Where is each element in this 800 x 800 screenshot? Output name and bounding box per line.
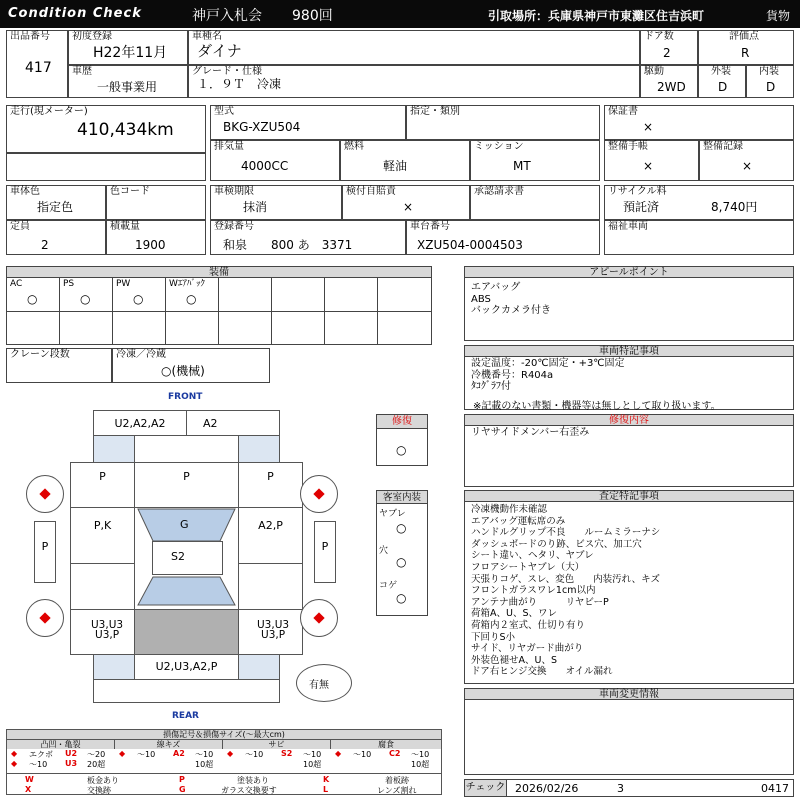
spec-cell (406, 105, 600, 140)
right-front-code: P (267, 470, 274, 483)
change-info-title: 車両変更情報 (599, 689, 659, 700)
legend-scratch-a: ～10 (137, 750, 156, 759)
load-cell (106, 220, 206, 255)
legend-corrosion-a: ～10 (353, 750, 372, 759)
self-label: 検付自賠責 (346, 186, 396, 197)
right-side-code: P (321, 540, 329, 553)
load: 1900 (135, 238, 166, 252)
inspection-cell (210, 185, 342, 220)
inspection-notes-title: 査定特記事項 (599, 491, 659, 502)
front-right-fender (238, 435, 280, 463)
rear-right-corner (238, 654, 280, 680)
equip-cell-empty (112, 311, 166, 345)
cargo-floor-panel (134, 609, 239, 655)
drive-label: 駆動 (644, 66, 664, 77)
appeal-text: エアバッグ ABS バックカメラ付き (471, 282, 551, 317)
hood-code: P (183, 470, 190, 483)
left-quarter-codes: U3,U3 U3,P (91, 619, 124, 641)
right-door-codes: A2,P (258, 519, 283, 532)
legend-symbol-g-text: ガラス交換要す (221, 786, 277, 795)
left-front-panel (70, 462, 135, 508)
legend-dent-u2-size: ～20 (87, 750, 106, 759)
displacement: 4000CC (241, 159, 289, 173)
warranty-label: 保証書 (608, 106, 638, 117)
legend-rust-b: 10超 (303, 760, 322, 769)
fuel-cell (340, 140, 470, 181)
repair-content-text: リヤサイドメンバー右歪み (471, 427, 590, 438)
front-label: FRONT (168, 392, 203, 402)
score-label: 評価点 (729, 31, 759, 42)
equip-label-ps: PS (63, 279, 75, 289)
plate-cell (210, 220, 406, 255)
header-bar (0, 0, 800, 28)
check-num: 3 (617, 782, 624, 795)
displacement-cell (210, 140, 340, 181)
legend-dent-a: エクボ (29, 750, 53, 759)
equip-label-ac: AC (10, 279, 23, 289)
mission-cell (470, 140, 600, 181)
name-label: 車種名 (192, 31, 222, 42)
legend-scratch-a2-size: ～10 (195, 750, 214, 759)
legend-symbol-w: W (25, 775, 34, 784)
left-quarter-panel (70, 609, 135, 655)
chassis-cell (406, 220, 600, 255)
appeal-title: アピールポイント (589, 267, 669, 278)
freezer-label: 冷凍／冷蔵 (116, 349, 166, 360)
special-note: ※記載のない書類・機器等は無しとして取り扱います。 (473, 401, 721, 412)
header-category: 貨物 (766, 9, 791, 23)
approval-label: 承認請求書 (474, 186, 524, 197)
cabin-interior-title: 客室内装 (377, 491, 427, 504)
hood-center-panel (134, 435, 239, 463)
right-rear-door-panel (238, 563, 303, 610)
capacity: 2 (41, 238, 49, 252)
grade-cell (188, 65, 640, 98)
legend-group-corrosion: 腐食 (331, 740, 441, 749)
repair-mark: ○ (396, 443, 407, 457)
rear-bumper-codes: U2,U3,A2,P (155, 660, 218, 673)
mileage-label: 走行(現メーター) (10, 106, 88, 117)
left-front-code: P (99, 470, 106, 483)
change-info-panel (464, 699, 794, 775)
equip-cell-empty (324, 277, 378, 312)
history-cell (68, 65, 188, 98)
front-left-codes: U2,A2,A2 (114, 417, 166, 430)
repair-content-title: 修復内容 (609, 415, 649, 426)
spare-tire-icon (296, 664, 352, 702)
repair-content-panel (464, 425, 794, 487)
legend-corrosion-rows (331, 749, 441, 769)
score: R (741, 46, 750, 60)
model-cell (210, 105, 406, 140)
equip-cell-empty (271, 311, 325, 345)
equip-mark-pw: ○ (133, 292, 144, 306)
equip-label-airbag: Wｴｱﾊﾞｯｸ (169, 279, 205, 289)
drive: 2WD (657, 80, 686, 94)
legend-rust-s2-size: ～10 (303, 750, 322, 759)
inspection: 抹消 (243, 200, 268, 214)
cabin-burn-label: コゲ (379, 581, 398, 591)
legend-symbol-l: L (323, 785, 329, 794)
first-reg-cell (68, 30, 188, 65)
plate: 和泉 800 あ 3371 (223, 238, 353, 252)
equip-cell-empty (218, 277, 272, 312)
rear-bumper-panel (134, 654, 239, 680)
front-left-wheel-icon (26, 475, 64, 513)
damage-legend (6, 729, 442, 795)
recycle-label: リサイクル料 (608, 186, 667, 197)
header-left-title: Condition Check (8, 6, 142, 21)
mileage-blank-cell (6, 153, 206, 181)
legend-corrosion-c2: C2 (389, 749, 401, 758)
mission-label: ミッション (474, 141, 524, 152)
legend-symbol-k: K (323, 775, 330, 784)
score-cell (698, 30, 794, 65)
equip-cell-empty (165, 311, 219, 345)
exterior-label: 外装 (711, 66, 731, 77)
legend-scratch-a2: A2 (173, 749, 185, 758)
freezer: ○(機械) (161, 364, 205, 378)
color-label: 車体色 (10, 186, 40, 197)
first-reg-label: 初度登録 (72, 31, 112, 42)
legend-diamond-icon: ◆ (11, 759, 18, 768)
equip-cell-empty (377, 311, 432, 345)
fuel: 軽油 (383, 159, 408, 173)
doors: 2 (663, 46, 671, 60)
legend-diamond-icon: ◆ (11, 749, 18, 758)
legend-scratch-rows (115, 749, 223, 769)
right-front-panel (238, 462, 303, 508)
legend-symbol-x-text: 交換跡 (87, 786, 111, 795)
glass-code: G (180, 518, 189, 531)
recycle-cell (604, 185, 794, 220)
mileage-cell (6, 105, 206, 153)
front-left-fender (93, 435, 135, 463)
legend-corrosion-b: 10超 (411, 760, 430, 769)
manual-cell (604, 140, 699, 181)
check-lot: 0417 (761, 782, 789, 795)
equip-cell-airbag (165, 277, 219, 312)
equip-label-pw: PW (116, 279, 131, 289)
check-row (464, 779, 794, 797)
self-cell (342, 185, 470, 220)
equip-cell-empty (59, 311, 113, 345)
legend-diamond-icon: ◆ (227, 749, 234, 758)
displacement-label: 排気量 (214, 141, 244, 152)
chassis-label: 車台番号 (410, 221, 450, 232)
fuel-label: 燃料 (344, 141, 364, 152)
front-right-codes: A2 (203, 417, 218, 430)
legend-diamond-icon: ◆ (335, 749, 342, 758)
legend-group-dent: 凸凹・亀裂 (7, 740, 115, 749)
legend-rust-a: ～10 (245, 750, 264, 759)
equip-cell-empty (6, 311, 60, 345)
rear-panel (93, 679, 280, 703)
interior-grade: D (766, 80, 776, 94)
legend-rust-s2: S2 (281, 749, 293, 758)
recycle-amount: 8,740円 (711, 200, 758, 214)
legend-symbol-p-text: 塗装あり (237, 776, 269, 785)
equipment-grid (6, 277, 432, 345)
mission: MT (513, 159, 531, 173)
equip-cell-empty (218, 311, 272, 345)
check-label: チェック (465, 780, 507, 796)
special-panel (464, 356, 794, 410)
left-door-panel (70, 507, 135, 564)
rear-right-wheel-icon (300, 599, 338, 637)
recycle-status: 預託済 (623, 200, 660, 214)
right-side-panel (314, 521, 336, 583)
grade-label: グレード・仕様 (192, 66, 262, 77)
doors-cell (640, 30, 698, 65)
legend-symbol-x: X (25, 785, 32, 794)
header-pickup: 引取場所：兵庫県神戸市東灘区住吉浜町 (488, 9, 705, 23)
cabin-tear-label: ヤブレ (379, 509, 406, 519)
right-quarter-codes: U3,U3 U3,P (257, 619, 290, 641)
header-session: 980回 (292, 8, 333, 24)
legend-symbol-g: G (179, 785, 186, 794)
legend-dent-u3: U3 (65, 759, 78, 768)
legend-diamond-icon: ◆ (119, 749, 126, 758)
equip-cell-pw (112, 277, 166, 312)
repair-box (376, 414, 428, 466)
equip-mark-ac: ○ (27, 292, 38, 306)
equip-cell-ps (59, 277, 113, 312)
equip-cell-empty (377, 277, 432, 312)
freezer-cell (112, 348, 270, 383)
equip-cell-empty (271, 277, 325, 312)
special-text: 設定温度：-20℃固定・+3℃固定 冷機番号：R404a ﾀｺｸﾞﾗﾌ付 (471, 358, 625, 393)
spec-label: 指定・類別 (410, 106, 460, 117)
crane-label: クレーン段数 (10, 349, 70, 360)
equip-cell-empty (324, 311, 378, 345)
color-code-cell (106, 185, 206, 220)
exterior-grade: D (718, 80, 728, 94)
approval-cell (470, 185, 600, 220)
equip-cell-ac (6, 277, 60, 312)
left-side-code: P (41, 540, 49, 553)
warranty-cell (604, 105, 794, 140)
doors-label: ドア数 (644, 31, 674, 42)
self: × (403, 200, 414, 214)
legend-corrosion-c2-size: ～10 (411, 750, 430, 759)
color-code-label: 色コード (110, 186, 150, 197)
rear-label: REAR (172, 711, 199, 721)
manual-label: 整備手帳 (608, 141, 648, 152)
load-label: 積載量 (110, 221, 140, 232)
name-cell (188, 30, 640, 65)
chassis: XZU504-0004503 (417, 238, 523, 252)
legend-symbols (7, 773, 441, 795)
right-door-panel (238, 507, 303, 564)
welfare-label: 福祉車両 (608, 221, 648, 232)
front-right-panel (186, 410, 280, 436)
right-quarter-panel (238, 609, 303, 655)
capacity-label: 定員 (10, 221, 30, 232)
equipment-title: 装備 (209, 267, 229, 278)
welfare-cell (604, 220, 794, 255)
grade: １．９Ｔ 冷凍 (197, 77, 282, 91)
left-rear-door-panel (70, 563, 135, 610)
inspection-label: 車検期限 (214, 186, 254, 197)
warranty: × (643, 120, 654, 134)
appeal-panel (464, 277, 794, 341)
legend-symbol-l-text: レンズ割れ (377, 786, 417, 795)
drive-cell (640, 65, 698, 98)
legend-symbol-k-text: 着板跡 (385, 776, 409, 785)
front-left-panel (93, 410, 187, 436)
legend-dent-rows (7, 749, 115, 769)
legend-group-scratch: 線キズ (115, 740, 223, 749)
special-title: 車両特記事項 (599, 346, 659, 357)
lot-number-cell (6, 30, 68, 98)
legend-rust-rows (223, 749, 331, 769)
record-cell (699, 140, 794, 181)
rear-left-wheel-icon (26, 599, 64, 637)
left-side-panel (34, 521, 56, 583)
legend-dent-b: ～10 (29, 760, 48, 769)
legend-symbol-p: P (179, 775, 185, 784)
legend-symbol-w-text: 板金あり (87, 776, 119, 785)
repair-title: 修復 (377, 415, 427, 429)
equip-mark-airbag: ○ (186, 292, 197, 306)
first-reg: H22年11月 (93, 45, 168, 61)
legend-group-rust: サビ (223, 740, 331, 749)
history-label: 車歴 (72, 66, 92, 77)
record-label: 整備記録 (703, 141, 743, 152)
legend-title: 損傷記号＆損傷サイズ(～最大cm) (7, 730, 441, 740)
vehicle-name: ダイナ (197, 42, 242, 60)
legend-dent-u3-size: 20超 (87, 760, 106, 769)
hood-panel (134, 462, 239, 508)
exterior-cell (698, 65, 746, 98)
cabin-tear-mark: ○ (396, 521, 407, 535)
legend-dent-u2: U2 (65, 749, 78, 758)
record: × (742, 159, 753, 173)
cabin-hole-label: 穴 (379, 546, 389, 556)
cabin-hole-mark: ○ (396, 555, 407, 569)
equip-mark-ps: ○ (80, 292, 91, 306)
legend-scratch-b: 10超 (195, 760, 214, 769)
interior-label: 内装 (759, 66, 779, 77)
color: 指定色 (37, 200, 74, 214)
roof-panel (152, 541, 223, 575)
front-right-wheel-icon (300, 475, 338, 513)
cabin-interior-box (376, 490, 428, 616)
plate-label: 登録番号 (214, 221, 254, 232)
inspection-notes-panel (464, 501, 794, 684)
lot-number-label: 出品番号 (10, 31, 50, 42)
model: BKG-XZU504 (223, 120, 301, 134)
check-date: 2026/02/26 (515, 782, 579, 795)
left-door-codes: P,K (93, 519, 112, 532)
mileage: 410,434km (77, 120, 174, 140)
history: 一般事業用 (97, 80, 158, 94)
spare-tire-label: 有無 (309, 680, 329, 691)
lot-number: 417 (25, 60, 52, 76)
model-label: 型式 (214, 106, 234, 117)
color-cell (6, 185, 106, 220)
rear-left-corner (93, 654, 135, 680)
capacity-cell (6, 220, 106, 255)
crane-cell (6, 348, 112, 383)
manual: × (643, 159, 654, 173)
header-auction: 神戸入札会 (192, 8, 262, 24)
interior-cell (746, 65, 794, 98)
roof-code: S2 (171, 550, 185, 563)
inspection-notes-text: 冷凍機動作未確認 エアバッグ運転席のみ ハンドルグリップ不良 ルームミラーナシ ダッシュボードのり跡、ビス穴、加工穴 シート違い、ヘタリ、ヤブレ フロアシートヤブレ（大） 天張りコゲ、スレ、変色 内装汚れ、キズ フロントガラスワレ1cm以内 アンテナ曲がり リヤビーP 荷箱A、U、S、ワレ 荷箱内２室式、仕切り有り 下回りS小 サイド、リヤガード曲がり 外装色褪せA、U、S ドア右ヒンジ交換 オイル漏れ (471, 504, 661, 678)
cabin-burn-mark: ○ (396, 591, 407, 605)
